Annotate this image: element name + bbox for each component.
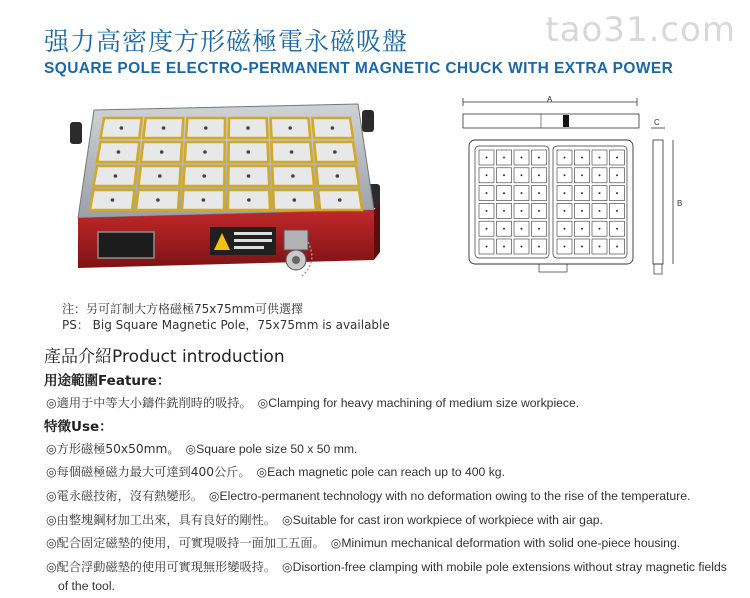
drawing-pole-hole	[581, 192, 583, 194]
list-item-en: ◎Electro-permanent technology with no deformation owing to the rise of the temperature.	[208, 489, 691, 503]
note-chinese: 注：另可訂制大方格磁極75x75mm可供選擇	[62, 302, 304, 316]
list-item-cn: ◎配合固定磁墊的使用，可實現吸持一面加工五面。	[46, 536, 325, 550]
pole-hole	[338, 198, 342, 202]
drawing-pole-hole	[599, 210, 601, 212]
pole-hole	[120, 126, 124, 130]
drawing-pole-hole	[599, 246, 601, 248]
pole-hole	[204, 126, 208, 130]
drawing-pole-hole	[503, 228, 505, 230]
section-heading-intro: 產品介紹Product introduction	[44, 347, 285, 367]
page-title-chinese: 强力高密度方形磁極電永磁吸盤	[44, 27, 409, 56]
list-item	[46, 463, 505, 480]
list-item-cn: ◎由整塊鋼材加工出來，具有良好的剛性。	[46, 513, 277, 527]
dimension-c-label: C	[654, 118, 660, 127]
drawing-pole-hole	[521, 210, 523, 212]
drawing-pole-hole	[521, 157, 523, 159]
list-item	[46, 487, 690, 504]
pole-hole	[246, 126, 250, 130]
drawing-pole-hole	[581, 174, 583, 176]
drawing-pole-hole	[616, 192, 618, 194]
list-item-en: ◎Minimun mechanical deformation with solid one-piece housing.	[330, 536, 681, 550]
list-item	[46, 511, 603, 528]
list-item	[46, 440, 357, 457]
drawing-pole-hole	[564, 228, 566, 230]
drawing-pole-hole	[486, 157, 488, 159]
pole-hole	[246, 150, 250, 154]
drawing-pole-hole	[503, 246, 505, 248]
drawing-pole-hole	[564, 192, 566, 194]
drawing-pole-hole	[581, 210, 583, 212]
drawing-pole-hole	[599, 174, 601, 176]
list-item-cn: ◎每個磁極磁力最大可達到400公斤。	[46, 465, 251, 479]
pole-hole	[336, 174, 340, 178]
list-item	[46, 394, 579, 411]
product-photo	[62, 92, 392, 292]
drawing-pole-hole	[486, 174, 488, 176]
drawing-pole-hole	[503, 157, 505, 159]
pole-hole	[333, 150, 337, 154]
drawing-pole-hole	[616, 157, 618, 159]
drawing-pole-hole	[564, 210, 566, 212]
pole-hole	[247, 174, 251, 178]
drawing-pole-hole	[503, 210, 505, 212]
pole-hole	[290, 150, 294, 154]
drawing-pole-hole	[538, 228, 540, 230]
use-heading: 特徵Use：	[44, 419, 113, 435]
drawing-pole-hole	[616, 246, 618, 248]
drawing-pole-hole	[521, 228, 523, 230]
pole-hole	[202, 174, 206, 178]
drawing-pole-hole	[503, 192, 505, 194]
list-item-cn: ◎方形磁極50x50mm。	[46, 442, 180, 456]
drawing-pole-hole	[486, 192, 488, 194]
dimension-b-label: B	[677, 199, 683, 208]
pole-hole	[203, 150, 207, 154]
list-item	[46, 558, 727, 575]
list-item-cn: ◎電永磁技術，沒有熱變形。	[46, 489, 203, 503]
pole-hole	[288, 126, 292, 130]
drawing-pole-hole	[486, 210, 488, 212]
drawing-pole-hole	[564, 157, 566, 159]
pole-hole	[293, 198, 297, 202]
pole-hole	[162, 126, 166, 130]
technical-drawing	[455, 90, 705, 290]
note-english: PS： Big Square Magnetic Pole，75x75mm is available	[62, 318, 390, 332]
drawing-pole-hole	[521, 174, 523, 176]
page-title-english: SQUARE POLE ELECTRO-PERMANENT MAGNETIC CHUCK WITH EXTRA POWER	[44, 60, 674, 77]
drawing-pole-hole	[521, 192, 523, 194]
drawing-pole-hole	[599, 228, 601, 230]
drawing-pole-hole	[564, 174, 566, 176]
drawing-pole-hole	[538, 174, 540, 176]
drawing-pole-hole	[503, 174, 505, 176]
drawing-pole-hole	[581, 246, 583, 248]
drawing-pole-hole	[486, 228, 488, 230]
drawing-pole-hole	[616, 174, 618, 176]
list-item-en: ◎Square pole size 50 x 50 mm.	[185, 442, 358, 456]
drawing-pole-hole	[538, 210, 540, 212]
drawing-pole-hole	[564, 246, 566, 248]
drawing-pole-hole	[538, 192, 540, 194]
feature-heading: 用途範圍Feature：	[44, 373, 171, 389]
pole-hole	[114, 174, 118, 178]
list-item-en: ◎Each magnetic pole can reach up to 400 kg.	[256, 465, 505, 479]
pole-hole	[117, 150, 121, 154]
list-item-en: ◎Disortion-free clamping with mobile pole extensions without stray magnetic fields	[282, 560, 727, 574]
drawing-pole-hole	[486, 246, 488, 248]
pole-hole	[111, 198, 115, 202]
drawing-pole-hole	[581, 157, 583, 159]
dimension-a-label: A	[547, 95, 553, 104]
drawing-pole-hole	[538, 157, 540, 159]
list-item-continuation: of the tool.	[58, 579, 115, 593]
pole-hole	[247, 198, 251, 202]
drawing-pole-hole	[616, 210, 618, 212]
drawing-pole-hole	[599, 192, 601, 194]
pole-hole	[158, 174, 162, 178]
pole-hole	[202, 198, 206, 202]
list-item-cn: ◎配合浮動磁墊的使用可實現無形變吸持。	[46, 560, 277, 574]
drawing-pole-hole	[616, 228, 618, 230]
pole-hole	[331, 126, 335, 130]
watermark: tao31.com	[545, 10, 736, 50]
drawing-pole-hole	[581, 228, 583, 230]
list-item-en: ◎Clamping for heavy machining of medium size workpiece.	[257, 396, 580, 410]
pole-hole	[291, 174, 295, 178]
pole-hole	[156, 198, 160, 202]
list-item-en: ◎Suitable for cast iron workpiece of workpiece with air gap.	[282, 513, 603, 527]
pole-hole	[160, 150, 164, 154]
drawing-pole-hole	[521, 246, 523, 248]
list-item	[46, 534, 680, 551]
drawing-pole-hole	[538, 246, 540, 248]
list-item-cn: ◎適用于中等大小鑄件銑削時的吸持。	[46, 396, 252, 410]
drawing-pole-hole	[599, 157, 601, 159]
